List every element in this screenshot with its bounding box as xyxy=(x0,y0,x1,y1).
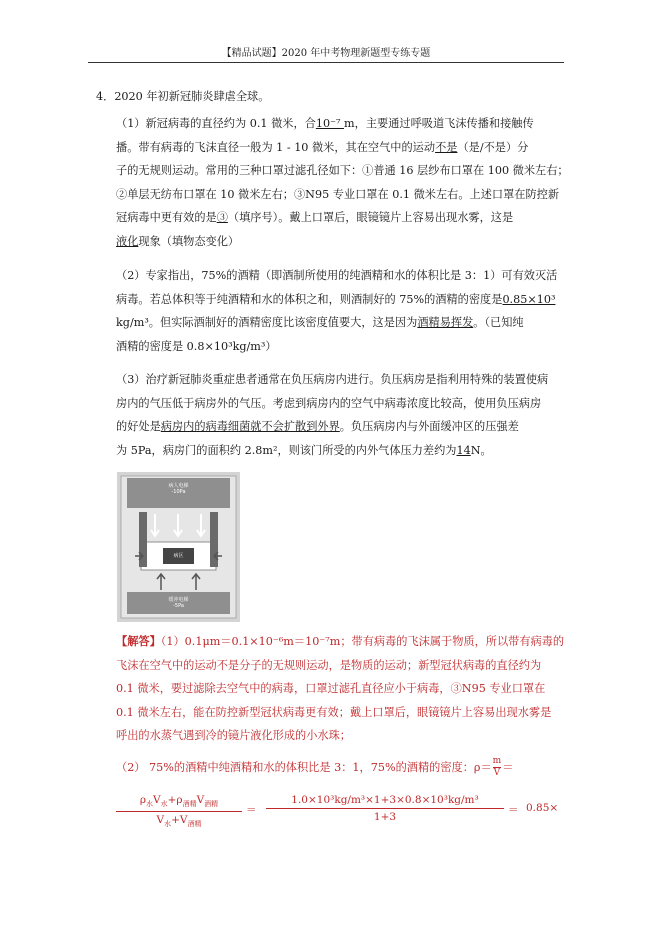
formula-right-numerator: 1.0×10³kg/m³×1+3×0.8×10³kg/m³ xyxy=(266,794,504,809)
part3-line-2: 房内的气压低于病房外的气压。考虑到病房内的空气中病毒浓度比较高，使用负压病房 xyxy=(116,396,542,410)
part-1 xyxy=(116,112,569,253)
part1-line-2: 播。带有病毒的飞沫直径一般为 1 - 10 微米，其在空气中的运动不是（是/不是）分 xyxy=(116,140,529,154)
part2-line-2: 病毒。若总体积等于纯酒精和水的体积之和，则酒制好的 75%的酒精的密度是0.85×10³ xyxy=(116,292,556,306)
figure-center-label: 病区 xyxy=(173,553,184,559)
part2-line-4: 酒精的密度是 0.8×10³kg/m³） xyxy=(116,339,277,353)
answer-line-2: 飞沫在空气中的运动不是分子的无规则运动，是物质的运动；新型冠状病毒的直径约为 xyxy=(116,658,542,672)
answer-line-1: 【解答】（1）0.1μm＝0.1×10⁻⁶m＝10⁻⁷m；带有病毒的飞沫属于物质，所以带有病毒的 xyxy=(116,634,565,648)
part3-line-4: 为 5Pa，病房门的面积约 2.8m²，则该门所受的内外气体压力差约为14N。 xyxy=(116,443,492,457)
part1-line-5: 冠病毒中更有效的是③（填序号）。戴上口罩后，眼镜镜片上容易出现水雾，这是 xyxy=(116,211,514,224)
part2-line-1: （2）专家指出，75%的酒精（即酒制所使用的纯酒精和水的体积比是 3：1）可有效灭活 xyxy=(116,269,558,282)
part1-line-6: 液化现象（填物态变化） xyxy=(116,234,240,248)
answer-blank: 14 xyxy=(456,443,471,457)
header-divider xyxy=(88,62,564,63)
answer-line-6: （2） 75%的酒精中纯酒精和水的体积比是 3：1，75%的酒精的密度：ρ＝ $\frac{m}{V}$ ＝ xyxy=(116,756,514,778)
part2-line-3: kg/m³。但实际酒制好的酒精密度比该密度值要大，这是因为酒精易挥发。（已知纯 xyxy=(116,316,524,329)
answer-blank: 不是 xyxy=(435,140,458,154)
question-number: 4． xyxy=(96,90,115,103)
question-title xyxy=(96,88,269,104)
formula-equals-1: ＝ xyxy=(246,804,257,816)
answer-blank: 酒精易挥发 xyxy=(417,316,474,329)
ward-diagram xyxy=(117,472,240,622)
answer-blank: 病房内的病毒细菌就不会扩散到外界 xyxy=(160,420,340,433)
formula-left-numerator: $\rho_水V_水+\rho_{酒精}V_{酒精}$ xyxy=(116,794,242,812)
formula-left-denominator: $V_水+V_{酒精}$ xyxy=(156,814,202,829)
formula-result: 0.85× xyxy=(526,802,559,814)
part-3 xyxy=(116,368,561,462)
answer-section xyxy=(116,630,565,779)
answer-line-4: 0.1 微米左右，能在防控新型冠状病毒更有效；戴上口罩后，眼镜镜片上容易出现水雾是 xyxy=(116,705,552,719)
question-title-text: 2020 年初新冠肺炎肆虐全球。 xyxy=(114,90,270,103)
part3-line-3: 的好处是病房内的病毒细菌就不会扩散到外界。负压病房内与外面缓冲区的压强差 xyxy=(116,420,519,433)
density-fraction: $\frac{m}{V}$ xyxy=(492,756,502,778)
answer-blank: ③ xyxy=(216,211,228,224)
formula-equals-2: ＝ xyxy=(508,804,519,816)
figure-top-label: 病人电梯 -10Pa xyxy=(168,483,189,495)
part1-line-1: （1）新冠病毒的直径约为 0.1 微米，合10⁻⁷ m，主要通过呼吸道飞沫传播和接触传 xyxy=(116,117,534,130)
part3-line-1: （3）治疗新冠肺炎重症患者通常在负压病房内进行。负压病房是指利用特殊的装置使病 xyxy=(116,373,549,386)
answer-blank: 0.85×10³ xyxy=(502,292,556,306)
formula-left-fraction xyxy=(116,794,242,829)
density-formula xyxy=(116,794,566,844)
figure-bottom-label: 缓冲电梯 -5Pa xyxy=(168,597,189,609)
formula-right-fraction xyxy=(266,794,504,823)
answer-line-3: 0.1 微米，要过滤除去空气中的病毒，口罩过滤孔直径应小于病毒，③N95 专业口罩在 xyxy=(116,682,546,695)
answer-blank: 10⁻⁷ xyxy=(315,117,345,130)
answer-line-5: 呼出的水蒸气遇到冷的镜片液化形成的小水珠； xyxy=(116,729,351,742)
part1-line-4: ②单层无纺布口罩在 10 微米左右；③N95 专业口罩在 0.1 微米左右。上述口罩在防控新 xyxy=(116,187,560,201)
answer-blank: 液化 xyxy=(116,234,139,248)
part1-line-3: 子的无规则运动。常用的三种口罩过滤孔径如下：①普通 16 层纱布口罩在 100 微米左右； xyxy=(116,164,569,177)
answer-tag: 【解答】 xyxy=(116,634,161,648)
formula-right-denominator: 1+3 xyxy=(373,811,397,823)
page-header: 【精品试题】2020 年中考物理新题型专练专题 xyxy=(221,48,431,59)
part-2 xyxy=(116,264,561,358)
